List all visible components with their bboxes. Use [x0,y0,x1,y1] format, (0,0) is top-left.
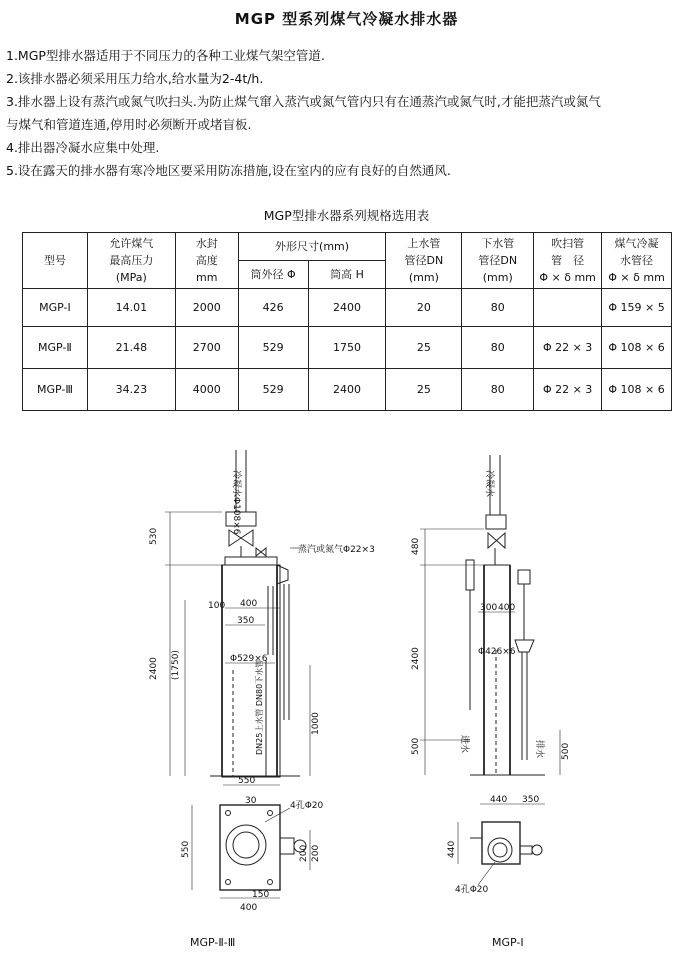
header-purge: 吹扫管 管 径 Φ × δ mm [534,233,602,289]
left-dim-400b: 400 [240,903,258,913]
header-inlet: 上水管 管径DN (mm) [386,233,462,289]
left-dim-350: 350 [237,616,255,626]
left-dim-550: 550 [238,776,256,786]
table-row: MGP-Ⅰ 14.01 2000 426 2400 20 80 Φ 159 × 5 [23,289,672,327]
right-dim-300: 300 [480,603,498,613]
caption-left: MGP-Ⅱ-Ⅲ [190,936,236,949]
left-dim-2400: 2400 [149,657,159,680]
right-dim-2400: 2400 [411,647,421,670]
spec-table [22,232,672,411]
left-dim-30: 30 [245,796,257,806]
table-row: MGP-Ⅲ 34.23 4000 529 2400 25 80 Φ 22 × 3 Φ 108 × 6 [23,369,672,411]
header-model: 型号 [23,233,88,289]
right-dim-440: 440 [490,795,508,805]
right-plan-drawing [458,804,545,885]
right-inlet-label: 进水 [459,735,469,754]
header-pressure: 允许煤气 最高压力 (MPa) [87,233,175,289]
left-purge-label: 蒸汽或氮气Φ22×3 [298,545,375,555]
left-dim-400: 400 [240,599,258,609]
left-dim-530: 530 [149,527,159,545]
left-dim-1000: 1000 [311,712,321,735]
left-dim-100: 100 [208,601,226,611]
header-dia: 筒外径 Φ [238,261,308,289]
right-dia-label: Φ426×6 [478,647,516,657]
left-dim-550b: 550 [181,840,191,858]
note-item: 与煤气和管道连通,停用时必须断开或堵盲板. [6,117,252,132]
note-item: 2.该排水器必须采用压力给水,给水量为2-4t/h. [6,71,264,86]
right-dim-400: 400 [498,603,516,613]
header-outlet: 下水管 管径DN (mm) [462,233,534,289]
note-item: 4.排出器冷凝水应集中处理. [6,140,160,155]
notes-list [6,44,690,182]
left-holes: 4孔Φ20 [290,801,324,811]
note-item: 1.MGP型排水器适用于不同压力的各种工业煤气架空管道. [6,48,325,63]
left-dim-150: 150 [252,890,270,900]
right-dim-350: 350 [522,795,540,805]
right-elevation-drawing [420,455,560,775]
right-dim-440b: 440 [447,840,457,858]
table-title: MGP型排水器系列规格选用表 [263,208,430,223]
right-cond-label: 冷凝水 [484,470,494,498]
left-drain-label: DN25上水管 DN80下水管 [255,659,264,755]
note-item: 5.设在露天的排水器有寒冷地区要采用防冻措施,设在室内的应有良好的自然通风. [6,163,451,178]
right-holes: 4孔Φ20 [455,885,489,895]
right-dim-500b: 500 [561,742,571,760]
left-cond-label: 冷凝水Φ108×6 [231,470,241,535]
left-dim-200b: 200 [311,844,321,862]
note-item: 3.排水器上设有蒸汽或氮气吹扫头.为防止煤气窜入蒸汽或氮气管内只有在通蒸汽或氮气时,才能把蒸汽或氮气 [6,94,601,109]
drawings [0,420,693,930]
left-dim-200: 200 [299,844,309,862]
table-row: MGP-Ⅱ 21.48 2700 529 1750 25 80 Φ 22 × 3 Φ 108 × 6 [23,327,672,369]
left-plan-drawing [192,805,310,898]
page-title: MGP 型系列煤气冷凝水排水器 [234,10,459,28]
header-cond: 煤气冷凝 水管径 Φ × δ mm [602,233,672,289]
header-dims: 外形尺寸(mm) [238,233,386,261]
header-seal: 水封 高度 mm [175,233,238,289]
right-dim-500: 500 [411,737,421,755]
right-outlet-label: 排水 [534,740,544,759]
right-dim-480: 480 [411,537,421,555]
left-dim-1750: (1750) [171,650,181,680]
header-height: 筒高 H [308,261,386,289]
left-dia-label: Φ529×6 [230,654,268,664]
caption-right: MGP-Ⅰ [492,936,524,949]
